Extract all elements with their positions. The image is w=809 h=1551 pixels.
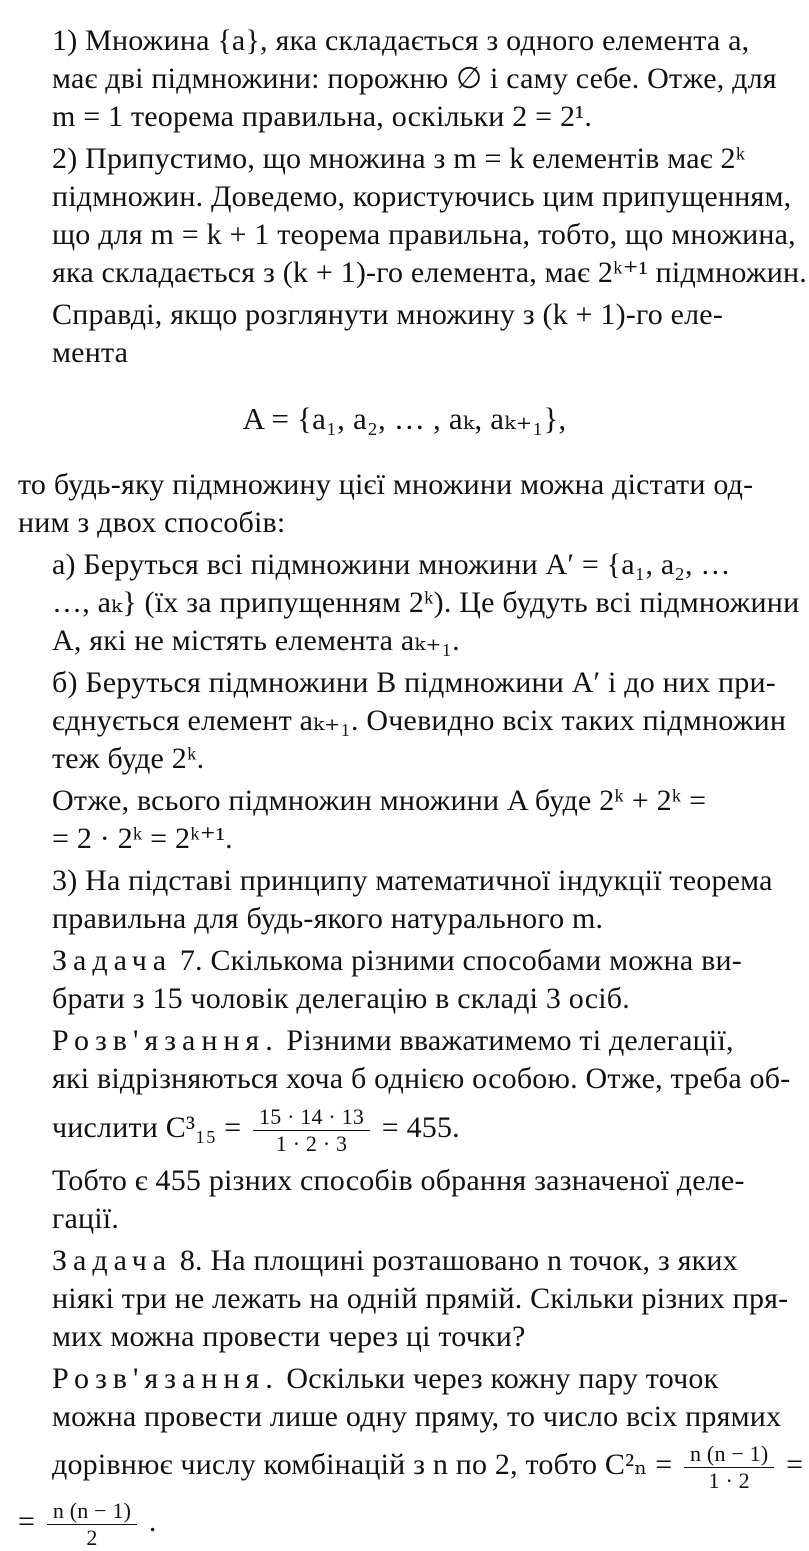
text-line: гації. (52, 1202, 120, 1235)
text-line: мих можна провести через ці точки? (52, 1320, 526, 1353)
fraction-numerator: 15 · 14 · 13 (253, 1104, 370, 1131)
combination-formula-line (52, 1098, 791, 1158)
text-line: 2) Припустимо, що множина з m = k елементів має 2ᵏ (52, 142, 746, 175)
text-line: яка складається з (k + 1)-го елемента, має 2ᵏ⁺¹ підмножин. (52, 256, 807, 289)
text-line (52, 1360, 791, 1398)
set-a-formula: A = {a₁, a₂, … , aₖ, aₖ₊₁}, (242, 401, 567, 436)
solution-text: Оскільки через кожну пару точок (278, 1362, 719, 1395)
fraction-denominator: 1 · 2 (708, 1467, 750, 1493)
text-line: Отже, всього підмножин множини A буде 2ᵏ + 2ᵏ = (52, 784, 707, 817)
text-line: теж буде 2ᵏ. (52, 742, 205, 775)
result-formula-line (18, 1494, 791, 1550)
paragraph-step-2 (18, 140, 807, 292)
paragraph-indeed (18, 296, 791, 372)
text-line: брати з 15 чоловік делегацію в складі 3 осіб. (52, 982, 630, 1015)
formula-prefix: числити C³₁₅ = (52, 1111, 242, 1144)
fraction-denominator: 1 · 2 · 3 (275, 1130, 348, 1156)
text-line (52, 942, 791, 980)
paragraph-way-a (18, 546, 800, 660)
task-text: 7. Скількома різними способами можна ви- (172, 944, 742, 977)
fraction (47, 1498, 137, 1551)
task-label: Задача (52, 1244, 173, 1277)
text-line: підмножин. Доведемо, користуючись цим припущенням, (52, 180, 792, 213)
solution-label: Розв'язання. (52, 1362, 279, 1395)
formula-prefix: = (18, 1505, 36, 1538)
text-line: …, aₖ} (їх за припущенням 2ᵏ). Це будуть всі підмножини (52, 586, 800, 619)
text-line: ніякі три не лежать на одній прямій. Скільки різних пря- (52, 1282, 789, 1315)
text-line: m = 1 теорема правильна, оскільки 2 = 2¹. (52, 100, 593, 133)
solution-7 (18, 1022, 791, 1158)
text-line: Справді, якщо розглянути множину з (k + 1)-го еле- (52, 298, 724, 331)
fraction (253, 1104, 370, 1157)
formula-suffix: = (786, 1448, 804, 1481)
text-line: мента (52, 336, 129, 369)
text-line: A, які не містять елемента aₖ₊₁. (52, 624, 460, 657)
paragraph-step-1 (18, 22, 791, 136)
text-line: єднується елемент aₖ₊₁. Очевидно всіх таких підмножин (52, 704, 787, 737)
task-text: 8. На площині розташовано n точок, з яких (172, 1244, 738, 1277)
solution-label: Розв'язання. (52, 1024, 279, 1057)
text-line: що для m = k + 1 теорема правильна, тобто, що множина, (52, 218, 796, 251)
text-line: то будь-яку підмножину цієї множини можна дістати од- (18, 468, 754, 501)
task-label: Задача (52, 944, 173, 977)
formula-suffix: = 455. (381, 1111, 460, 1144)
text-line: Тобто є 455 різних способів обрання зазначеної деле- (52, 1164, 745, 1197)
text-line: які відрізняються хоча б однією особою. Отже, треба об- (52, 1062, 791, 1095)
text-line: правильна для будь-якого натурального m. (52, 902, 604, 935)
formula-suffix: . (148, 1505, 157, 1538)
fraction-numerator: n (n − 1) (47, 1498, 137, 1525)
text-line (52, 1022, 791, 1060)
text-line: б) Беруться підмножини B підмножини A′ і до них при- (52, 666, 776, 699)
formula-prefix: дорівнює числу комбінацій з n по 2, тобто C²ₙ = (52, 1448, 673, 1481)
fraction-denominator: 2 (86, 1524, 98, 1550)
text-line: має дві підмножини: порожню ∅ і саму себе. Отже, для (52, 62, 777, 95)
text-line: можна провести лише одну пряму, то число всіх прямих (52, 1400, 782, 1433)
paragraph-two-ways (18, 466, 791, 542)
combination-formula-line (52, 1436, 804, 1494)
task-7 (18, 942, 791, 1018)
paragraph-total (18, 782, 791, 858)
text-line: = 2 · 2ᵏ = 2ᵏ⁺¹. (52, 822, 233, 855)
fraction-numerator: n (n − 1) (684, 1441, 774, 1468)
text-line: 1) Множина {a}, яка складається з одного елемента a, (52, 24, 750, 57)
text-line: а) Беруться всі підмножини множини A′ = {a₁, a₂, … (52, 548, 731, 581)
text-line: ним з двох способів: (18, 506, 286, 539)
text-line: 3) На підставі принципу математичної індукції теорема (52, 864, 773, 897)
paragraph-step-3 (18, 862, 791, 938)
fraction (684, 1441, 774, 1494)
task-8 (18, 1242, 791, 1356)
paragraph-result-7 (18, 1162, 791, 1238)
solution-text: Різними вважатимемо ті делегації, (278, 1024, 734, 1057)
solution-8 (18, 1360, 804, 1550)
text-line (52, 1242, 791, 1280)
paragraph-way-b (18, 664, 791, 778)
